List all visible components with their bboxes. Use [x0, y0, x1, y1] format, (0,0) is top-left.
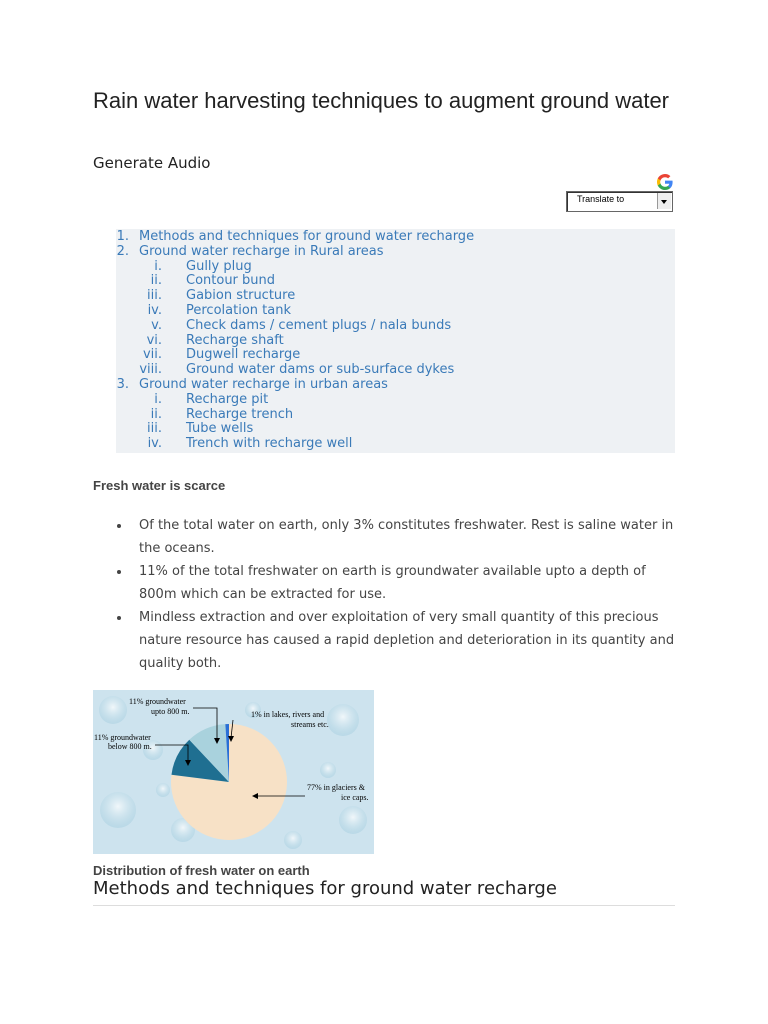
- toc-item-label[interactable]: Ground water recharge in urban areas: [139, 377, 388, 392]
- toc-item-number: vi.: [146, 332, 162, 348]
- toc-item-label[interactable]: Check dams / cement plugs / nala bunds: [186, 317, 452, 333]
- toc-item-number: 2.: [116, 243, 129, 259]
- toc-item-label[interactable]: Ground water recharge in Rural areas: [139, 243, 384, 259]
- toc-item-number: iv.: [147, 303, 162, 318]
- figure-caption: Distribution of fresh water on earth: [93, 863, 310, 878]
- list-item: [93, 606, 675, 675]
- toc-item-number: vii.: [142, 347, 162, 363]
- label-glaciers-2: ice caps.: [341, 793, 369, 802]
- toc-item-number: iv.: [147, 436, 162, 452]
- toc-item-label[interactable]: Recharge pit: [186, 391, 269, 407]
- google-icon: [655, 172, 675, 192]
- toc-item-label[interactable]: Contour bund: [186, 273, 276, 289]
- label-lakes-2: streams etc.: [291, 720, 329, 729]
- label-lakes-1: 1% in lakes, rivers and: [251, 710, 325, 719]
- section-heading: Fresh water is scarce: [93, 478, 226, 493]
- label-gw-upto-2: upto 800 m.: [151, 707, 190, 716]
- toc-item-number: iii.: [147, 288, 162, 304]
- toc-item-number: iii.: [147, 421, 162, 437]
- list-item: [93, 560, 675, 606]
- list-item-text: 11% of the total freshwater on earth is groundwater available upto a depth of 800m which can be extracted for use.: [139, 564, 646, 602]
- toc-item-label[interactable]: Gully plug: [186, 258, 252, 274]
- page-title: Rain water harvesting techniques to augment ground water: [93, 88, 670, 113]
- bullet-icon: [117, 616, 121, 620]
- chevron-down-icon[interactable]: [657, 193, 671, 209]
- list-item-text: Of the total water on earth, only 3% constitutes freshwater. Rest is saline water in the oceans.: [139, 518, 674, 556]
- toc-item-label[interactable]: Methods and techniques for ground water recharge: [139, 229, 475, 244]
- toc-item-number: 3.: [116, 377, 129, 392]
- freshwater-pie-svg: [93, 690, 374, 854]
- toc-item-label[interactable]: Tube wells: [186, 421, 254, 437]
- translate-select[interactable]: [566, 191, 673, 212]
- label-gw-below-1: 11% groundwater: [94, 733, 151, 742]
- toc-item-number: viii.: [139, 362, 162, 378]
- list-item: [93, 514, 675, 560]
- toc-item-number: ii.: [150, 406, 162, 422]
- toc-item-label[interactable]: Recharge trench: [186, 406, 294, 422]
- toc-item-label[interactable]: Percolation tank: [186, 303, 291, 318]
- table-of-contents: [116, 229, 675, 453]
- label-gw-below-2: below 800 m.: [108, 742, 152, 751]
- toc-item-label[interactable]: Ground water dams or sub-surface dykes: [186, 362, 455, 378]
- bullet-icon: [117, 570, 121, 574]
- toc-item-label[interactable]: Recharge shaft: [186, 332, 284, 348]
- generate-audio-button[interactable]: Generate Audio: [93, 154, 211, 172]
- toc-item-number: i.: [154, 258, 162, 274]
- toc-item-label[interactable]: Gabion structure: [186, 288, 296, 304]
- toc-item-number: 1.: [116, 229, 129, 244]
- toc-item-number: i.: [154, 391, 162, 407]
- label-gw-upto-1: 11% groundwater: [129, 697, 186, 706]
- toc-item-number: v.: [151, 317, 162, 333]
- bullet-icon: [117, 524, 121, 528]
- translate-label: Translate to: [577, 194, 625, 204]
- toc-item-number: ii.: [150, 273, 162, 289]
- freshwater-pie-figure: [93, 690, 374, 854]
- bullet-list: [93, 514, 675, 675]
- toc-item-label[interactable]: Dugwell recharge: [186, 347, 301, 363]
- list-item-text: Mindless extraction and over exploitation of very small quantity of this precious nature resource has caused a rapid depletion and deterioration in its quantity and quality both.: [139, 610, 675, 671]
- toc-item-label[interactable]: Trench with recharge well: [186, 436, 353, 452]
- section2-heading: Methods and techniques for ground water recharge: [93, 878, 675, 906]
- label-glaciers-1: 77% in glaciers &: [307, 783, 365, 792]
